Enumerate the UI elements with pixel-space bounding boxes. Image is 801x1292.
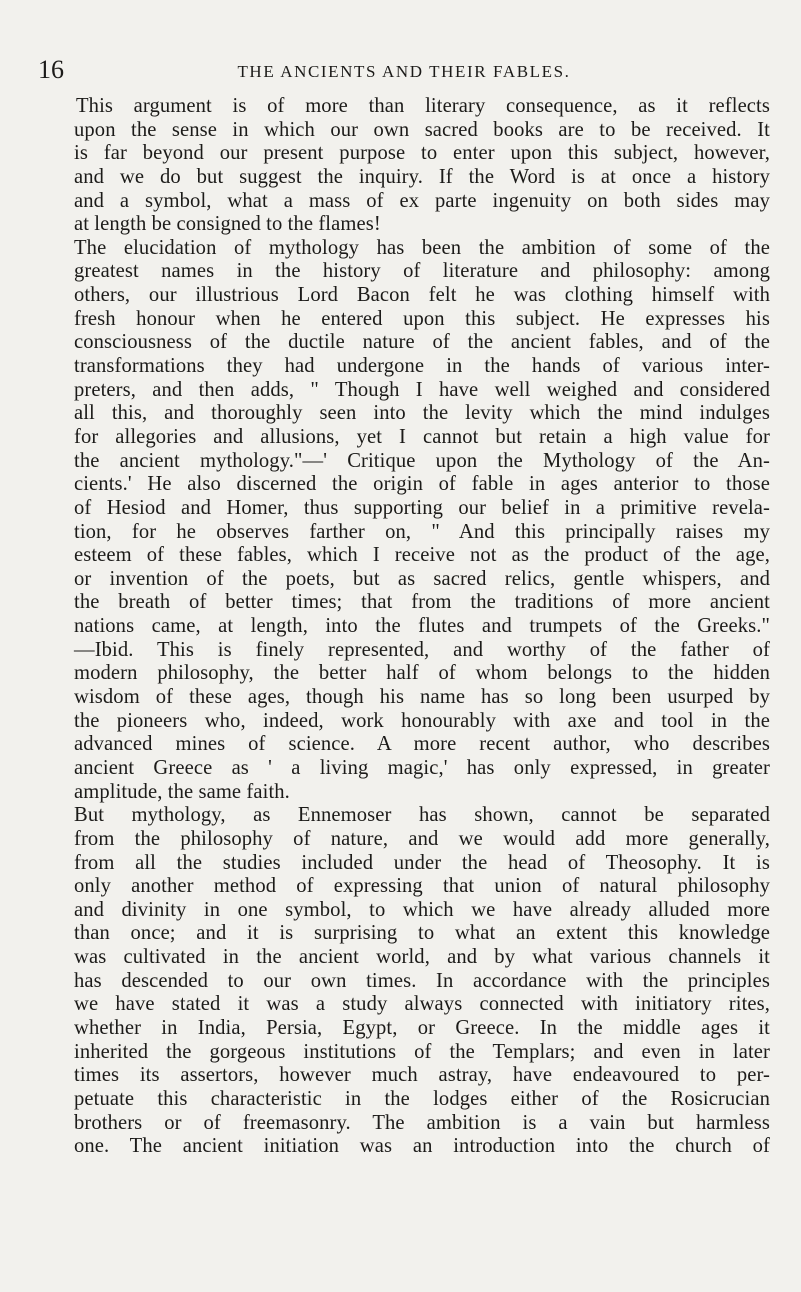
text-line: and divinity in one symbol, to which we have already alluded more <box>74 898 770 921</box>
text-line: But mythology, as Ennemoser has shown, cannot be separated <box>74 804 770 827</box>
text-line: amplitude, the same faith. <box>74 780 290 803</box>
text-line: The elucidation of mythology has been the ambition of some of the <box>74 236 770 259</box>
page-header <box>38 56 770 84</box>
text-line: upon the sense in which our own sacred books are to be received. It <box>74 118 770 141</box>
text-line: preters, and then adds, " Though I have well weighed and considered <box>74 378 770 401</box>
text-line: than once; and it is surprising to what an extent this knowledge <box>74 922 770 945</box>
text-line: wisdom of these ages, though his name has so long been usurped by <box>74 686 770 709</box>
text-line: consciousness of the ductile nature of the ancient fables, and of the <box>74 331 770 354</box>
text-line: tion, for he observes farther on, " And this principally raises my <box>74 520 770 543</box>
text-line: ancient Greece as ' a living magic,' has only expressed, in greater <box>74 756 770 779</box>
text-line: has descended to our own times. In accordance with the principles <box>74 969 770 992</box>
text-line: one. The ancient initiation was an introduction into the church of <box>74 1135 770 1158</box>
text-line: fresh honour when he entered upon this subject. He expresses his <box>74 307 770 330</box>
text-line: for allegories and allusions, yet I cannot but retain a high value for <box>74 425 770 448</box>
text-line: nations came, at length, into the flutes and trumpets of the Greeks." <box>74 615 770 638</box>
text-line: or invention of the poets, but as sacred relics, gentle whispers, and <box>74 567 770 590</box>
text-line: cients.' He also discerned the origin of fable in ages anterior to those <box>74 473 770 496</box>
text-line: is far beyond our present purpose to enter upon this subject, however, <box>74 142 770 165</box>
text-line: whether in India, Persia, Egypt, or Greece. In the middle ages it <box>74 1016 770 1039</box>
text-line: modern philosophy, the better half of whom belongs to the hidden <box>74 662 770 685</box>
text-line: at length be consigned to the flames! <box>74 213 381 236</box>
text-line: was cultivated in the ancient world, and by what various channels it <box>74 946 770 969</box>
text-line: times its assertors, however much astray, have endeavoured to per- <box>74 1064 770 1087</box>
text-line: the ancient mythology."—' Critique upon the Mythology of the An- <box>74 449 770 472</box>
text-line: from the philosophy of nature, and we would add more generally, <box>74 827 770 850</box>
body-text <box>76 95 770 1159</box>
text-line: advanced mines of science. A more recent author, who describes <box>74 733 770 756</box>
text-line: we have stated it was a study always connected with initiatory rites, <box>74 993 770 1016</box>
running-head: THE ANCIENTS AND THEIR FABLES. <box>237 62 571 81</box>
text-line: transformations they had undergone in the hands of various inter- <box>74 355 770 378</box>
text-line: and a symbol, what a mass of ex parte ingenuity on both sides may <box>74 189 770 212</box>
text-line: esteem of these fables, which I receive not as the product of the age, <box>74 544 770 567</box>
text-line: petuate this characteristic in the lodges either of the Rosicrucian <box>74 1087 770 1110</box>
text-line: and we do but suggest the inquiry. If the Word is at once a history <box>74 165 770 188</box>
page-number: 16 <box>38 55 64 84</box>
text-line: This argument is of more than literary consequence, as it reflects <box>76 95 770 117</box>
text-line: inherited the gorgeous institutions of the Templars; and even in later <box>74 1040 770 1063</box>
text-line: the pioneers who, indeed, work honourably with axe and tool in the <box>74 709 770 732</box>
text-line: all this, and thoroughly seen into the levity which the mind indulges <box>74 402 770 425</box>
text-line: of Hesiod and Homer, thus supporting our belief in a primitive revela- <box>74 496 770 519</box>
text-line: greatest names in the history of literature and philosophy: among <box>74 260 770 283</box>
text-line: brothers or of freemasonry. The ambition is a vain but harmless <box>74 1111 770 1134</box>
text-line: —Ibid. This is finely represented, and worthy of the father of <box>74 638 770 661</box>
text-line: only another method of expressing that union of natural philosophy <box>74 875 770 898</box>
text-line: from all the studies included under the head of Theosophy. It is <box>74 851 770 874</box>
text-line: others, our illustrious Lord Bacon felt he was clothing himself with <box>74 284 770 307</box>
text-line: the breath of better times; that from the traditions of more ancient <box>74 591 770 614</box>
